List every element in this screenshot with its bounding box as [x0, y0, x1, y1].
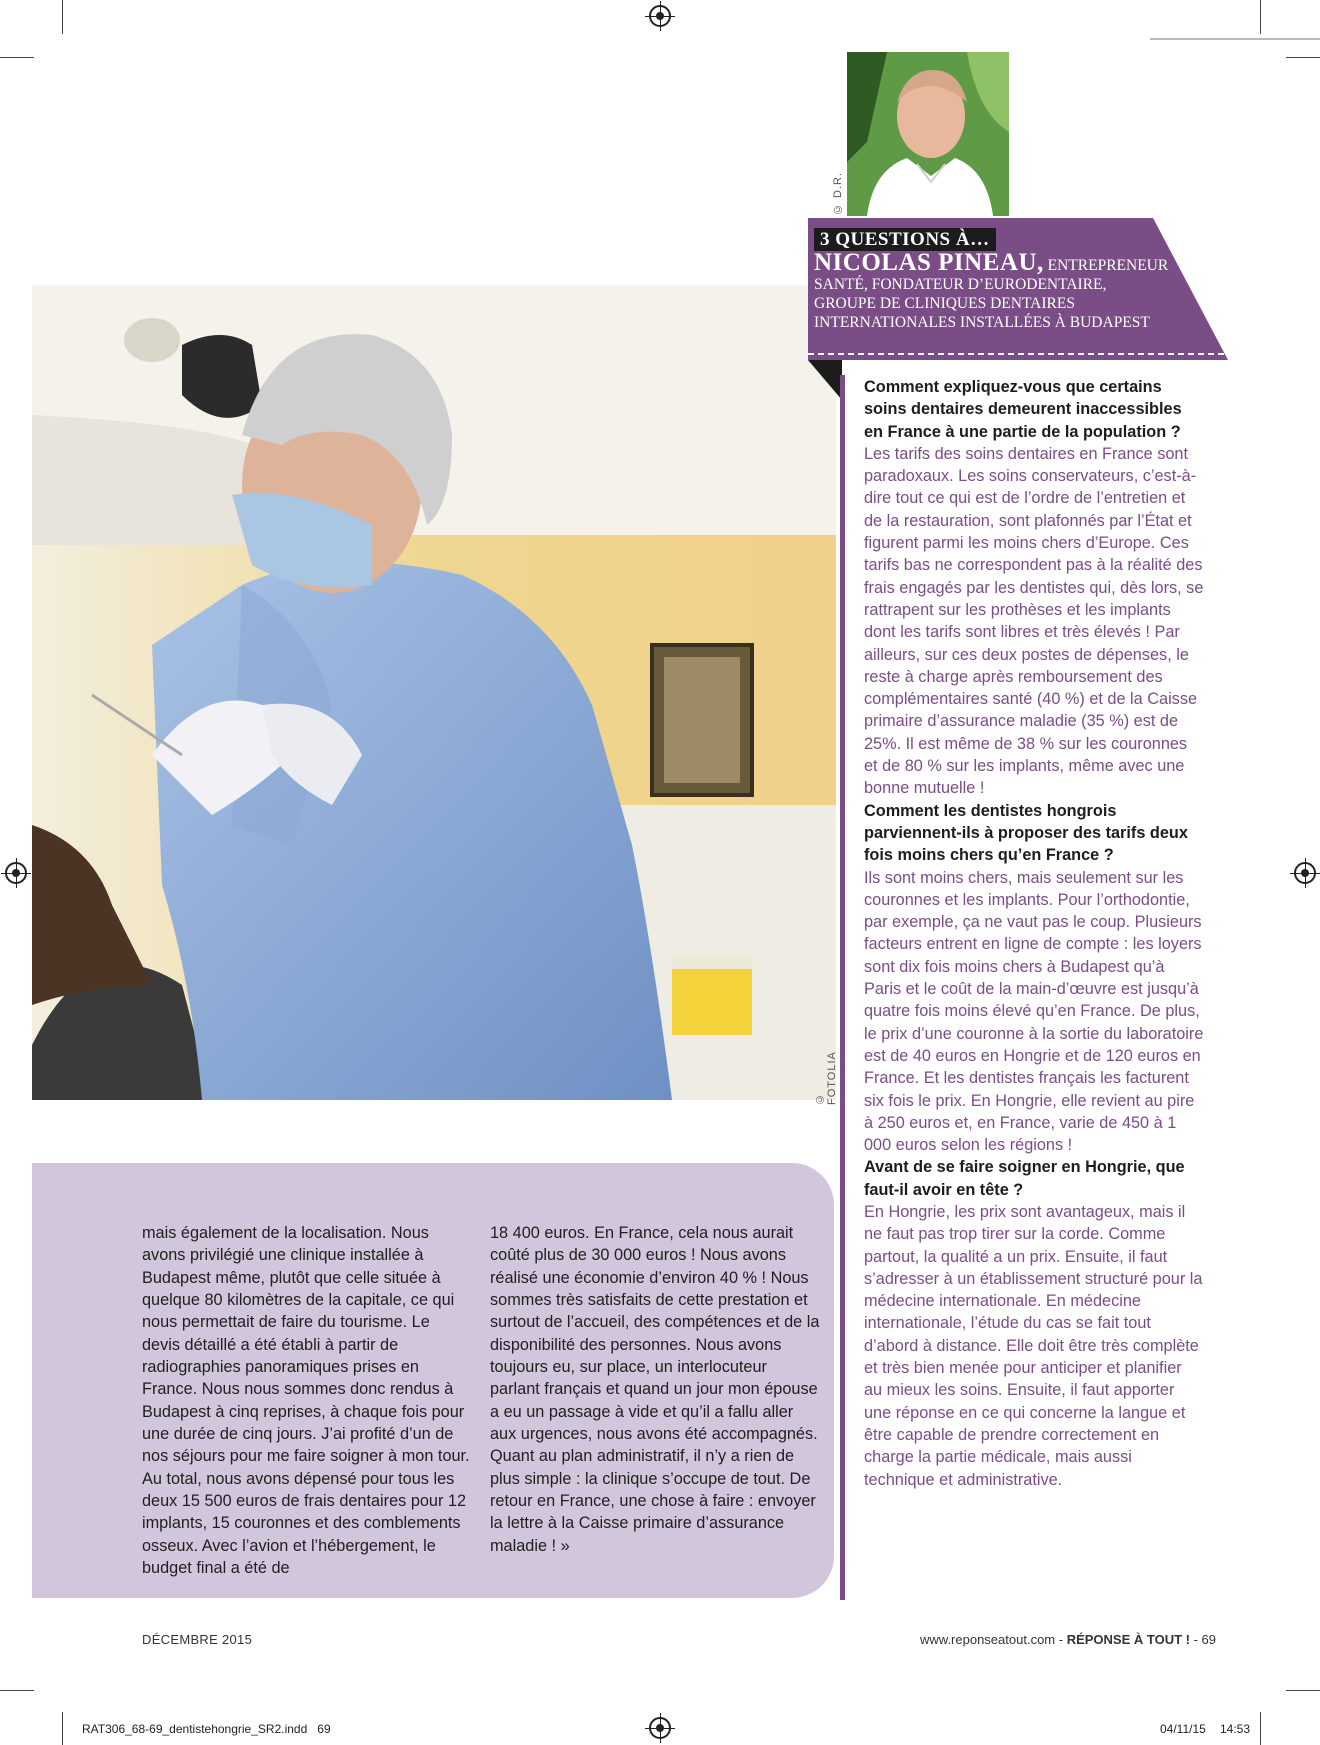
interview-answer: Les tarifs des soins dentaires en France sont paradoxaux. Les soins conservateurs, c’est-à-dire tout ce qui est de l’ordre de l’entretien et de la restauration, sont plafonnés par l’État et figurent parmi les moins chers d’Europe. Ces tarifs bas ne correspondent pas à la réalité des frais engagés par les dentistes qui, dès lors, se rattrapent sur les prothèses et les implants dont les tarifs sont libres et très élevés ! Par ailleurs, sur ces deux postes de dépenses, le reste à charge après remboursement des complémentaires santé (40 %) et de la Caisse primaire d’assurance maladie (35 %) est de 25%. Il est même de 38 % sur les couronnes et de 80 % sur les implants, même avec une bonne mutuelle !	[864, 444, 1204, 798]
file-slug: RAT306_68-69_dentistehongrie_SR2.indd 69	[82, 1722, 331, 1736]
interview-column	[864, 376, 1204, 1491]
slug-date: 04/11/15	[1160, 1722, 1206, 1736]
banner-text	[814, 228, 1194, 332]
interviewee-role: ENTREPRENEUR	[1047, 257, 1169, 274]
crop-mark	[1286, 1690, 1320, 1691]
interview-answer: En Hongrie, les prix sont avantageux, mais il ne faut pas trop tirer sur la corde. Comme partout, la qualité a un prix. Ensuite, il faut s’adresser à un établissement structuré pour la médecine internationale. En médecine internationale, l’étude du cas se fait tout d’abord à distance. Elle doit être très complète et très bien menée pour anticiper et planifier au mieux les soins. Ensuite, il faut apporter une réponse en ce qui concerne la langue et être capable de prendre correctement en charge la partie médicale, mais aussi technique et administrative.	[864, 1202, 1203, 1489]
crop-mark	[62, 1712, 63, 1745]
testimony-column-2: 18 400 euros. En France, cela nous aurait coûté plus de 30 000 euros ! Nous avons réalisé une économie d’environ 40 % ! Nous sommes très satisfaits de cette prestation et surtout de l’accueil, des compétences et de la disponibilité des personnes. Nous avons toujours eu, sur place, un interlocuteur parlant français et quand un jour mon épouse a eu un passage à vide et qu’il a fallu aller aux urgences, nous avons été accompagnés. Quant au plan administratif, il n’y a rien de plus simple : la clinique s’occupe de tout. De retour en France, une chose à faire : envoyer la lettre à la Caisse primaire d’assurance maladie ! »	[490, 1224, 820, 1555]
page-number: 69	[1201, 1632, 1216, 1647]
page-footer-right	[920, 1632, 1216, 1647]
banner-tagline: 3 QUESTIONS À…	[814, 228, 996, 251]
crop-mark	[0, 57, 34, 58]
crop-mark	[1286, 57, 1320, 58]
portrait-credit: © D.R.	[832, 171, 844, 215]
interviewee-portrait	[847, 52, 1009, 216]
website-link[interactable]: www.reponseatout.com	[920, 1632, 1056, 1647]
interview-question: Avant de se faire soigner en Hongrie, que faut-il avoir en tête ?	[864, 1158, 1185, 1199]
slug-time: 14:53	[1220, 1722, 1251, 1736]
testimony-column-1: mais également de la localisation. Nous avons privilégié une clinique installée à Budapest même, plutôt que celle située à quelque 80 kilomètres de la capitale, ce qui nous permettait de faire du tourisme. Le devis détaillé a été établi à partir de radiographies panoramiques prises en France. Nous nous sommes donc rendus à Budapest à cinq reprises, à chaque fois pour une durée de cinq jours. J’ai profité d’un de nos séjours pour me faire soigner à mon tour. Au total, nous avons dépensé pour tous les deux 15 500 euros de frais dentaires pour 12 implants, 15 couronnes et des comblements osseux. Avec l’avion et l’hébergement, le budget final a été de	[142, 1224, 470, 1578]
issue-date: DÉCEMBRE 2015	[142, 1632, 253, 1647]
banner-fold	[808, 360, 842, 402]
photo-credit: © FOTOLIA	[814, 1051, 838, 1105]
crop-mark	[1260, 1712, 1261, 1745]
footer-separator: -	[1189, 1632, 1202, 1647]
magazine-name: RÉPONSE À TOUT !	[1066, 1632, 1190, 1647]
crop-mark	[1150, 38, 1320, 40]
interview-question: Comment les dentistes hongrois parviennent-ils à proposer des tarifs deux fois moins chers qu’en France ?	[864, 801, 1188, 865]
interviewee-role: INTERNATIONALES INSTALLÉES À BUDAPEST	[814, 314, 1150, 331]
registration-mark-icon	[5, 862, 27, 884]
interview-question: Comment expliquez-vous que certains soins dentaires demeurent inaccessibles en France à une partie de la population ?	[864, 378, 1182, 441]
registration-mark-icon	[649, 1717, 671, 1739]
footer-separator: -	[1055, 1632, 1067, 1647]
dentist-photo	[32, 285, 836, 1100]
interviewee-identity	[814, 249, 1194, 332]
registration-mark-icon	[649, 5, 671, 27]
interviewee-role: SANTÉ, FONDATEUR D’EURODENTAIRE,	[814, 276, 1107, 293]
interview-answer: Ils sont moins chers, mais seulement sur les couronnes et les implants. Pour l’orthodontie, par exemple, ça ne vaut pas le coup. Plusieurs facteurs entrent en ligne de compte : les loyers sont dix fois moins chers à Budapest qu’à Paris et le coût de la main-d’œuvre est jusqu’à quatre fois moins élevé qu’en France. De plus, le prix d’une couronne à la sortie du laboratoire est de 40 euros en Hongrie et de 120 euros en France. Et les dentistes français les facturent six fois le prix. En Hongrie, elle revient au pire à 250 euros et, en France, varie de 450 à 1 000 euros selon les régions !	[864, 868, 1204, 1155]
interviewee-name: NICOLAS PINEAU,	[814, 249, 1044, 276]
interviewee-role: GROUPE DE CLINIQUES DENTAIRES	[814, 295, 1075, 312]
crop-mark	[1260, 0, 1261, 34]
crop-mark	[0, 1690, 34, 1691]
registration-mark-icon	[1294, 862, 1316, 884]
crop-mark	[62, 0, 63, 34]
column-rule	[840, 375, 845, 1600]
